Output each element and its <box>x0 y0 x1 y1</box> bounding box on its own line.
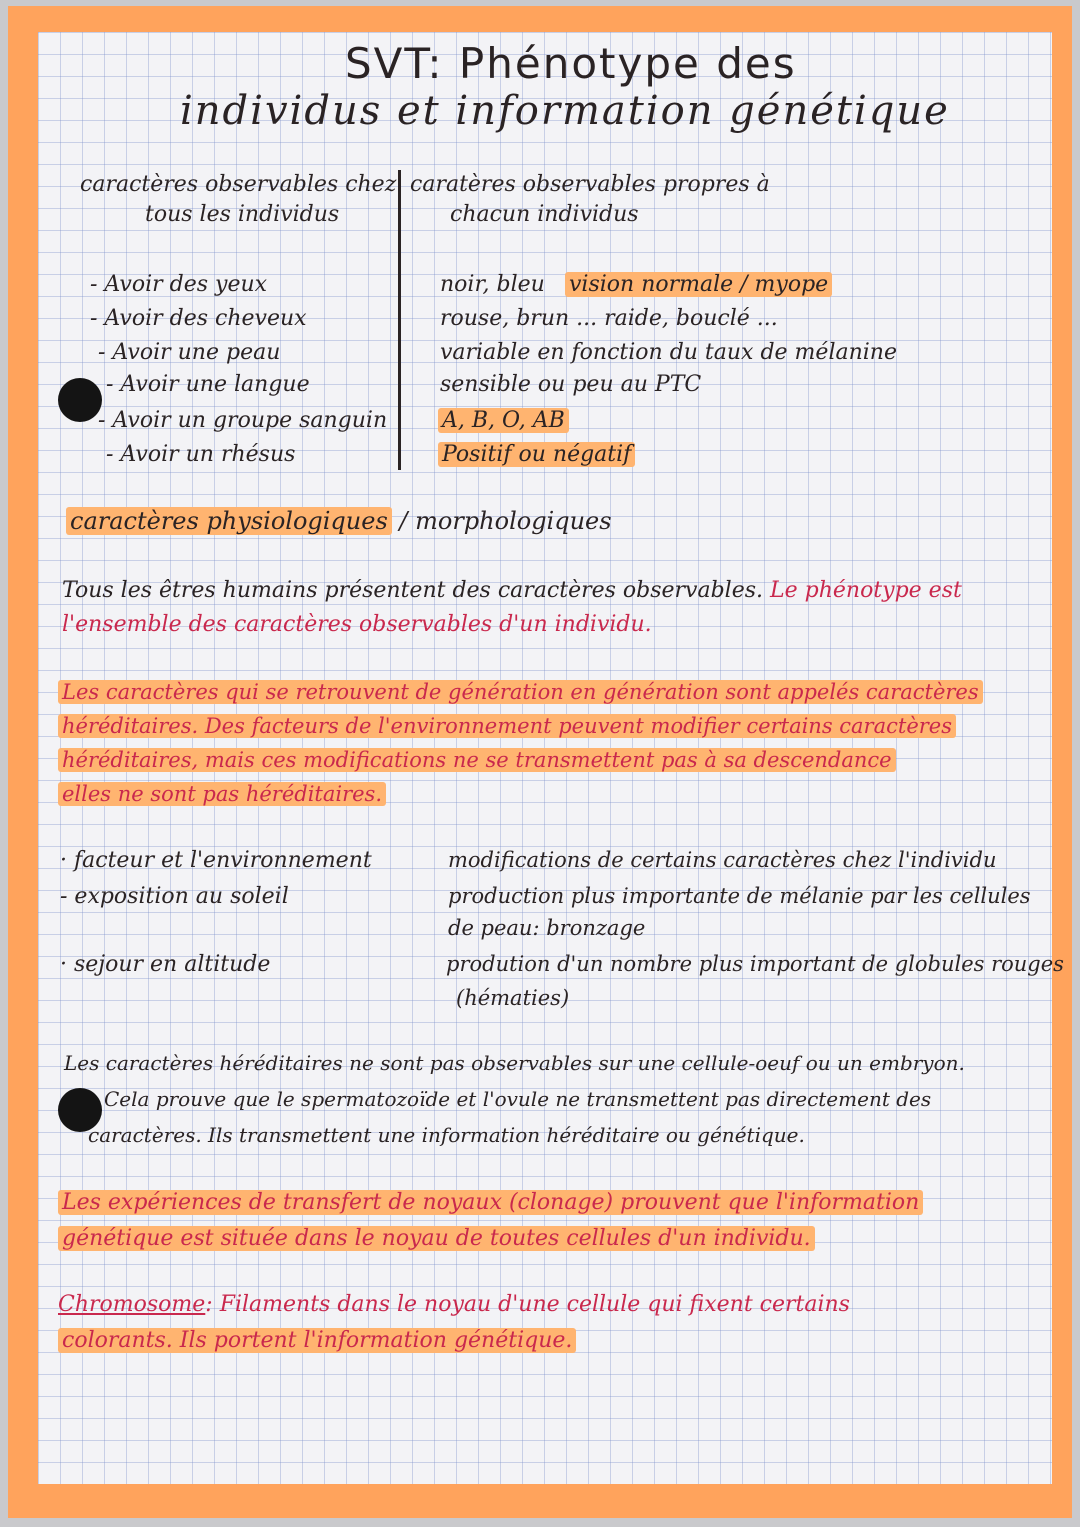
right-header-2: chacun individus <box>450 202 639 227</box>
title-line-2: individus et information génétique <box>180 88 950 134</box>
chromosome-line-1: : Filaments dans le noyau d'une cellule qui fixent certains <box>205 1292 850 1317</box>
phenotype-definition-2: l'ensemble des caractères observables d'un individu. <box>62 612 652 637</box>
row-left: - Avoir un groupe sanguin <box>98 408 388 433</box>
row-right-highlight: Positif ou négatif <box>438 442 635 467</box>
embryo-line-1: Les caractères héréditaires ne sont pas observables sur une cellule-oeuf ou un embryon. <box>64 1051 965 1075</box>
left-header-2: tous les individus <box>145 202 340 227</box>
subheading <box>66 508 612 536</box>
row-left: - Avoir une peau <box>98 340 281 365</box>
title-line-1: SVT: Phénotype des <box>345 39 797 88</box>
embryo-line-2: Cela prouve que le spermatozoïde et l'ovule ne transmettent pas directement des <box>104 1087 932 1111</box>
cloning-line-2: génétique est située dans le noyau de toutes cellules d'un individu. <box>58 1226 815 1251</box>
row-right-highlight: A, B, O, AB <box>438 408 569 433</box>
env-right-5: (hématies) <box>456 986 570 1010</box>
heredity-line-3: héréditaires, mais ces modifications ne se transmettent pas à sa descendance <box>58 748 896 772</box>
chromosome-line-2-wrap <box>58 1328 576 1353</box>
env-right-1: modifications de certains caractères chez l'individu <box>448 848 997 872</box>
table-divider <box>398 170 401 470</box>
subheading-rest: / morphologiques <box>399 507 612 535</box>
heredity-line-1: Les caractères qui se retrouvent de génération en génération sont appelés caractères <box>58 680 983 704</box>
row-right: sensible ou peu au PTC <box>440 372 702 397</box>
heredity-line-4: elles ne sont pas héréditaires. <box>58 782 386 806</box>
subheading-highlight: caractères physiologiques <box>66 507 392 535</box>
env-right-3: de peau: bronzage <box>448 916 646 940</box>
chromosome-line-2: colorants. Ils portent l'information génétique. <box>58 1328 576 1353</box>
row-left: - Avoir des cheveux <box>90 306 307 331</box>
phenotype-sentence: Tous les êtres humains présentent des caractères observables. <box>62 578 764 603</box>
phenotype-definition-1: Le phénotype est <box>770 578 962 603</box>
env-right-2: production plus importante de mélanie par les cellules <box>448 884 1031 908</box>
chromosome-term: Chromosome <box>58 1292 206 1317</box>
env-left-1: · facteur et l'environnement <box>60 848 372 873</box>
env-left-2: - exposition au soleil <box>60 884 289 909</box>
punch-hole-top <box>58 378 102 422</box>
env-left-3: · sejour en altitude <box>60 952 271 977</box>
row-right: rouse, brun ... raide, bouclé ... <box>440 306 778 331</box>
env-right-4: prodution d'un nombre plus important de globules rouges <box>446 952 1064 976</box>
row-right: variable en fonction du taux de mélanine <box>440 340 897 365</box>
heredity-line-2: héréditaires. Des facteurs de l'environnement peuvent modifier certains caractères <box>58 714 956 738</box>
cloning-line-1: Les expériences de transfert de noyaux (clonage) prouvent que l'information <box>58 1190 923 1215</box>
row-right-highlight: vision normale / myope <box>565 272 832 297</box>
row-right: noir, bleu <box>440 272 545 297</box>
row-left: - Avoir une langue <box>106 372 310 397</box>
row-left: - Avoir un rhésus <box>106 442 296 467</box>
row-left: - Avoir des yeux <box>90 272 268 297</box>
left-header-1: caractères observables chez <box>80 172 397 197</box>
embryo-line-3: caractères. Ils transmettent une information héréditaire ou génétique. <box>88 1123 805 1147</box>
right-header-1: caratères observables propres à <box>410 172 770 197</box>
chromosome-definition <box>58 1292 850 1317</box>
